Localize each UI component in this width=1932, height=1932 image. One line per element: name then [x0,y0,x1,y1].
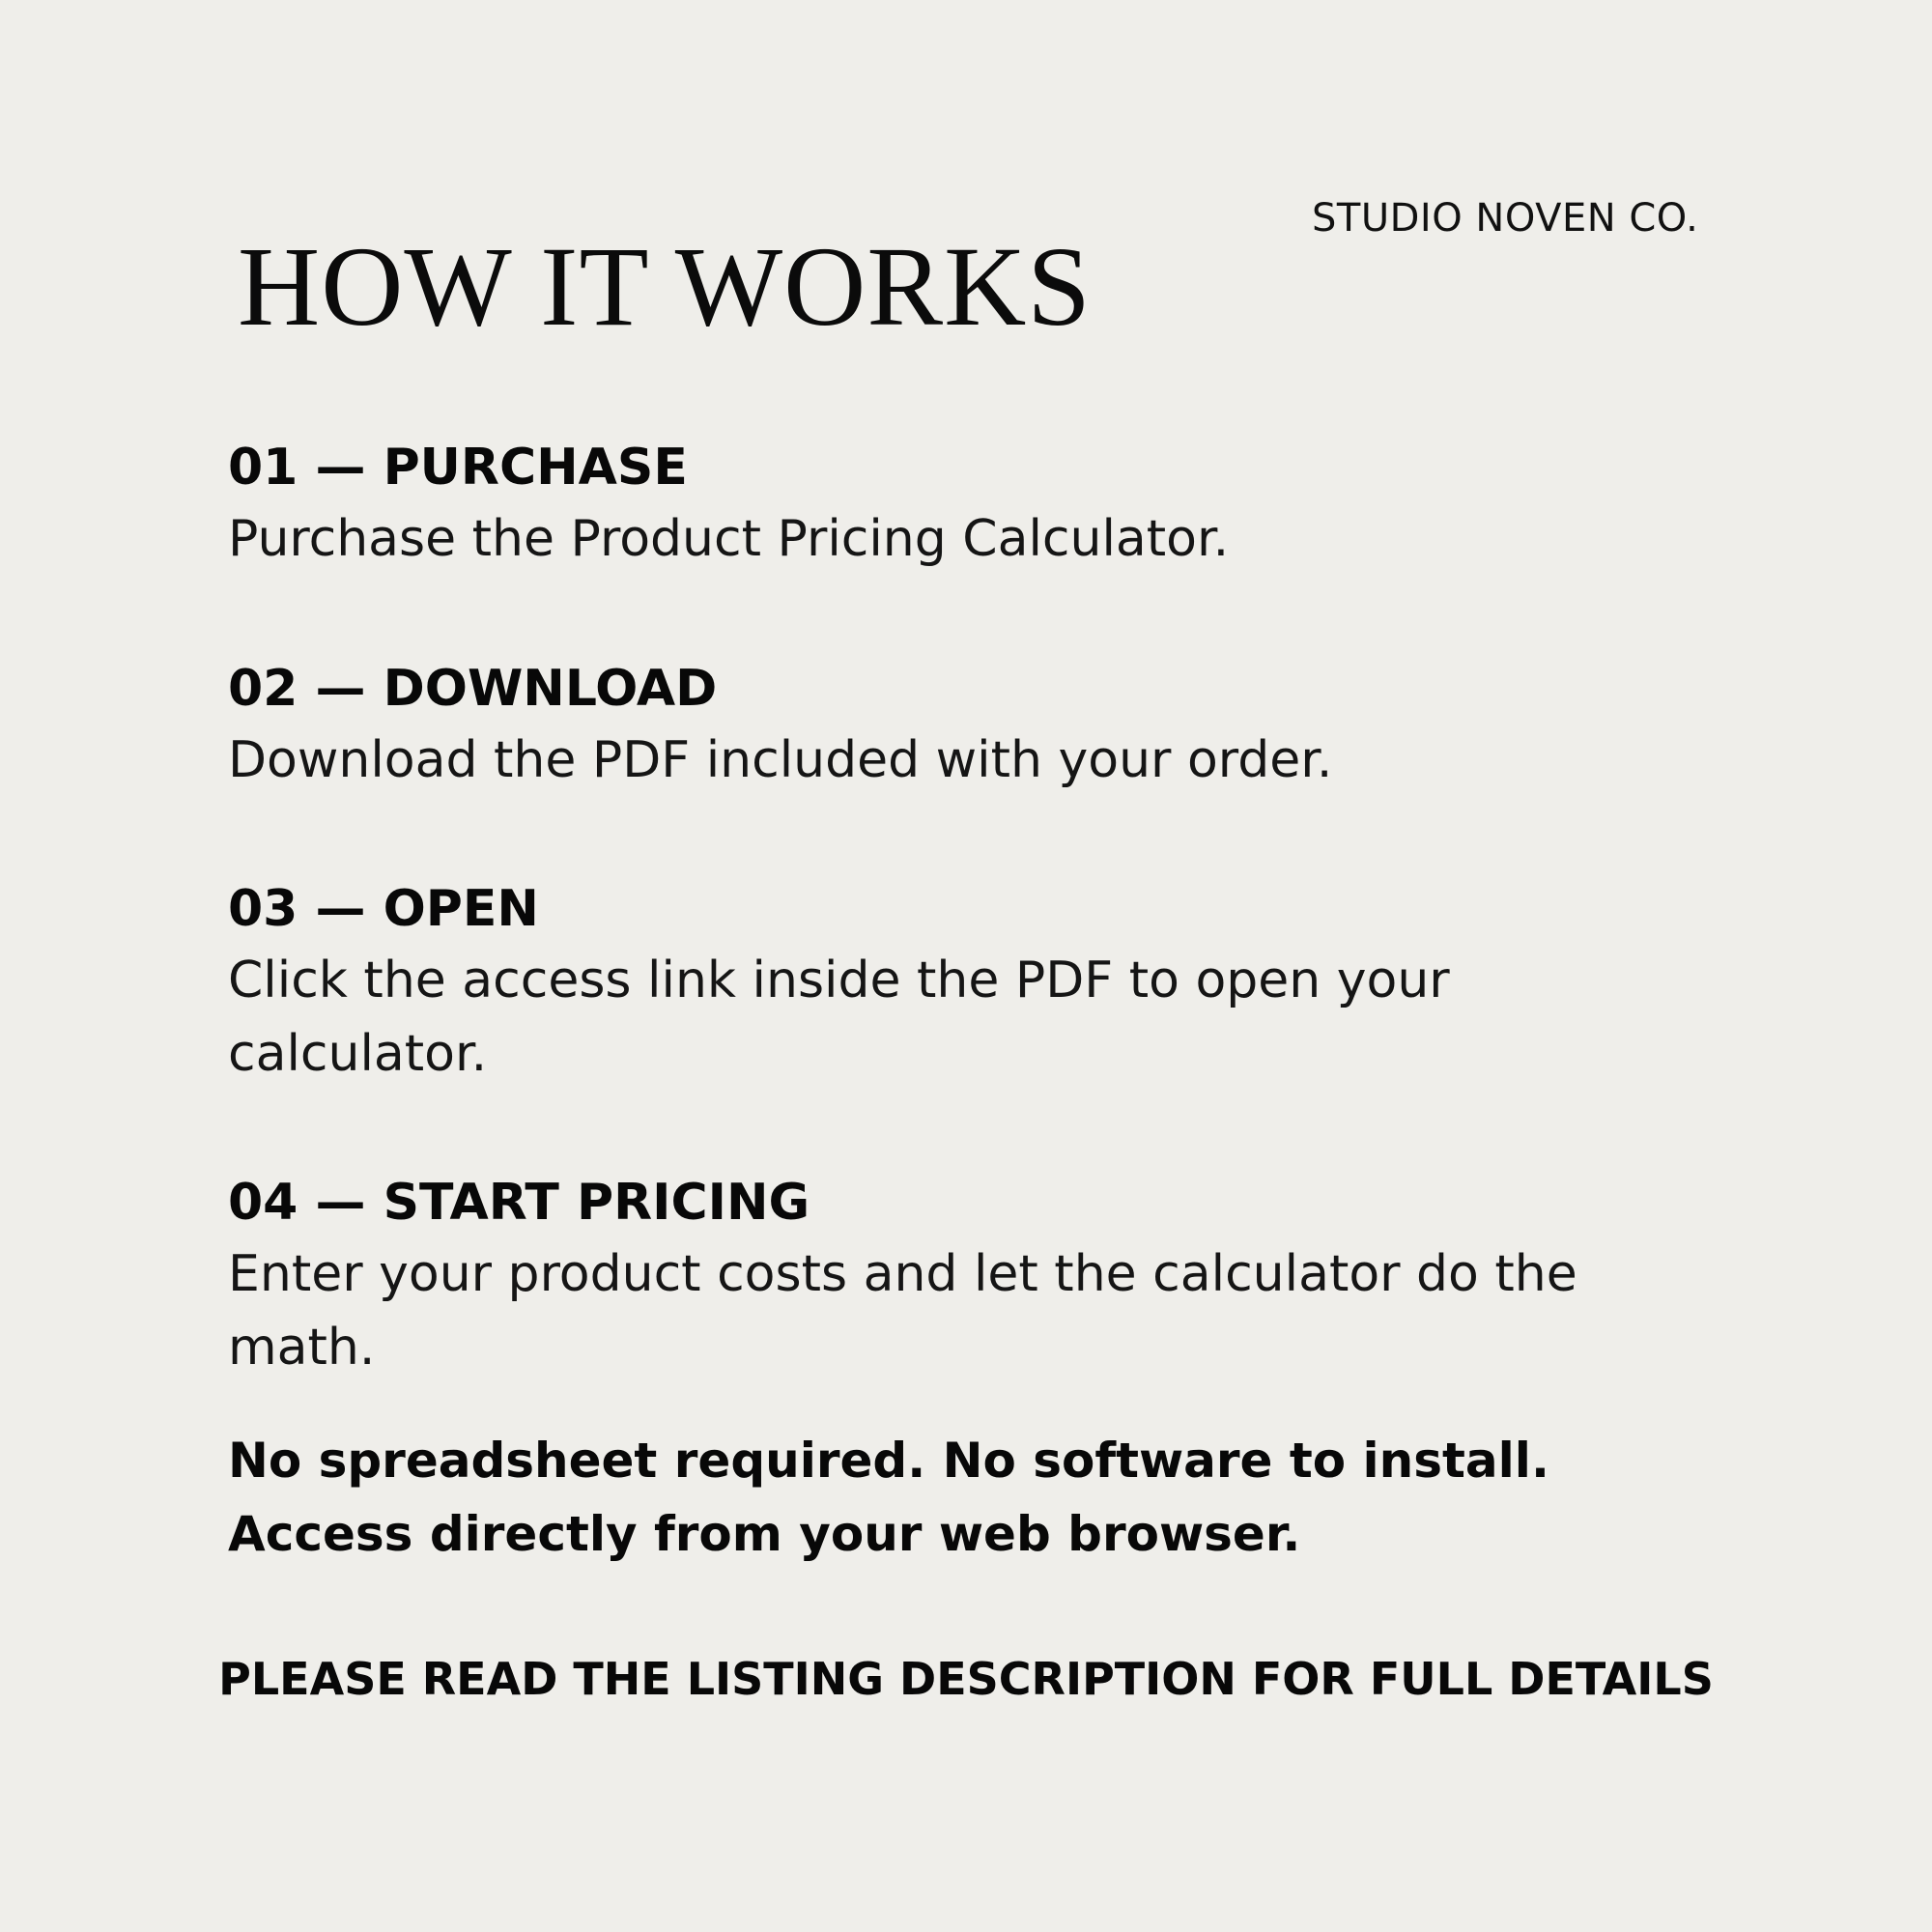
step-description: Download the PDF included with your order. [228,731,1333,789]
step-item [228,654,1716,797]
step-description: Purchase the Product Pricing Calculator. [228,510,1230,568]
step-item [228,874,1716,1091]
page-title: HOW IT WORKS [238,223,1092,350]
brand-name: STUDIO NOVEN CO. [1312,196,1699,241]
step-description: Enter your product costs and let the calculator do the math. [228,1245,1577,1377]
step-heading: 03 — OPEN [228,880,539,938]
step-heading: 04 — START PRICING [228,1174,810,1232]
listing-description-notice: PLEASE READ THE LISTING DESCRIPTION FOR FULL DETAILS [218,1653,1714,1705]
step-item [228,1168,1716,1384]
step-heading: 01 — PURCHASE [228,439,688,497]
step-heading: 02 — DOWNLOAD [228,660,718,718]
step-item [228,433,1716,576]
step-description: Click the access link inside the PDF to open your calculator. [228,952,1450,1083]
requirements-note [228,1424,1735,1571]
requirements-note-line: No spreadsheet required. No software to install. [228,1433,1549,1489]
requirements-note-line: Access directly from your web browser. [228,1506,1301,1562]
